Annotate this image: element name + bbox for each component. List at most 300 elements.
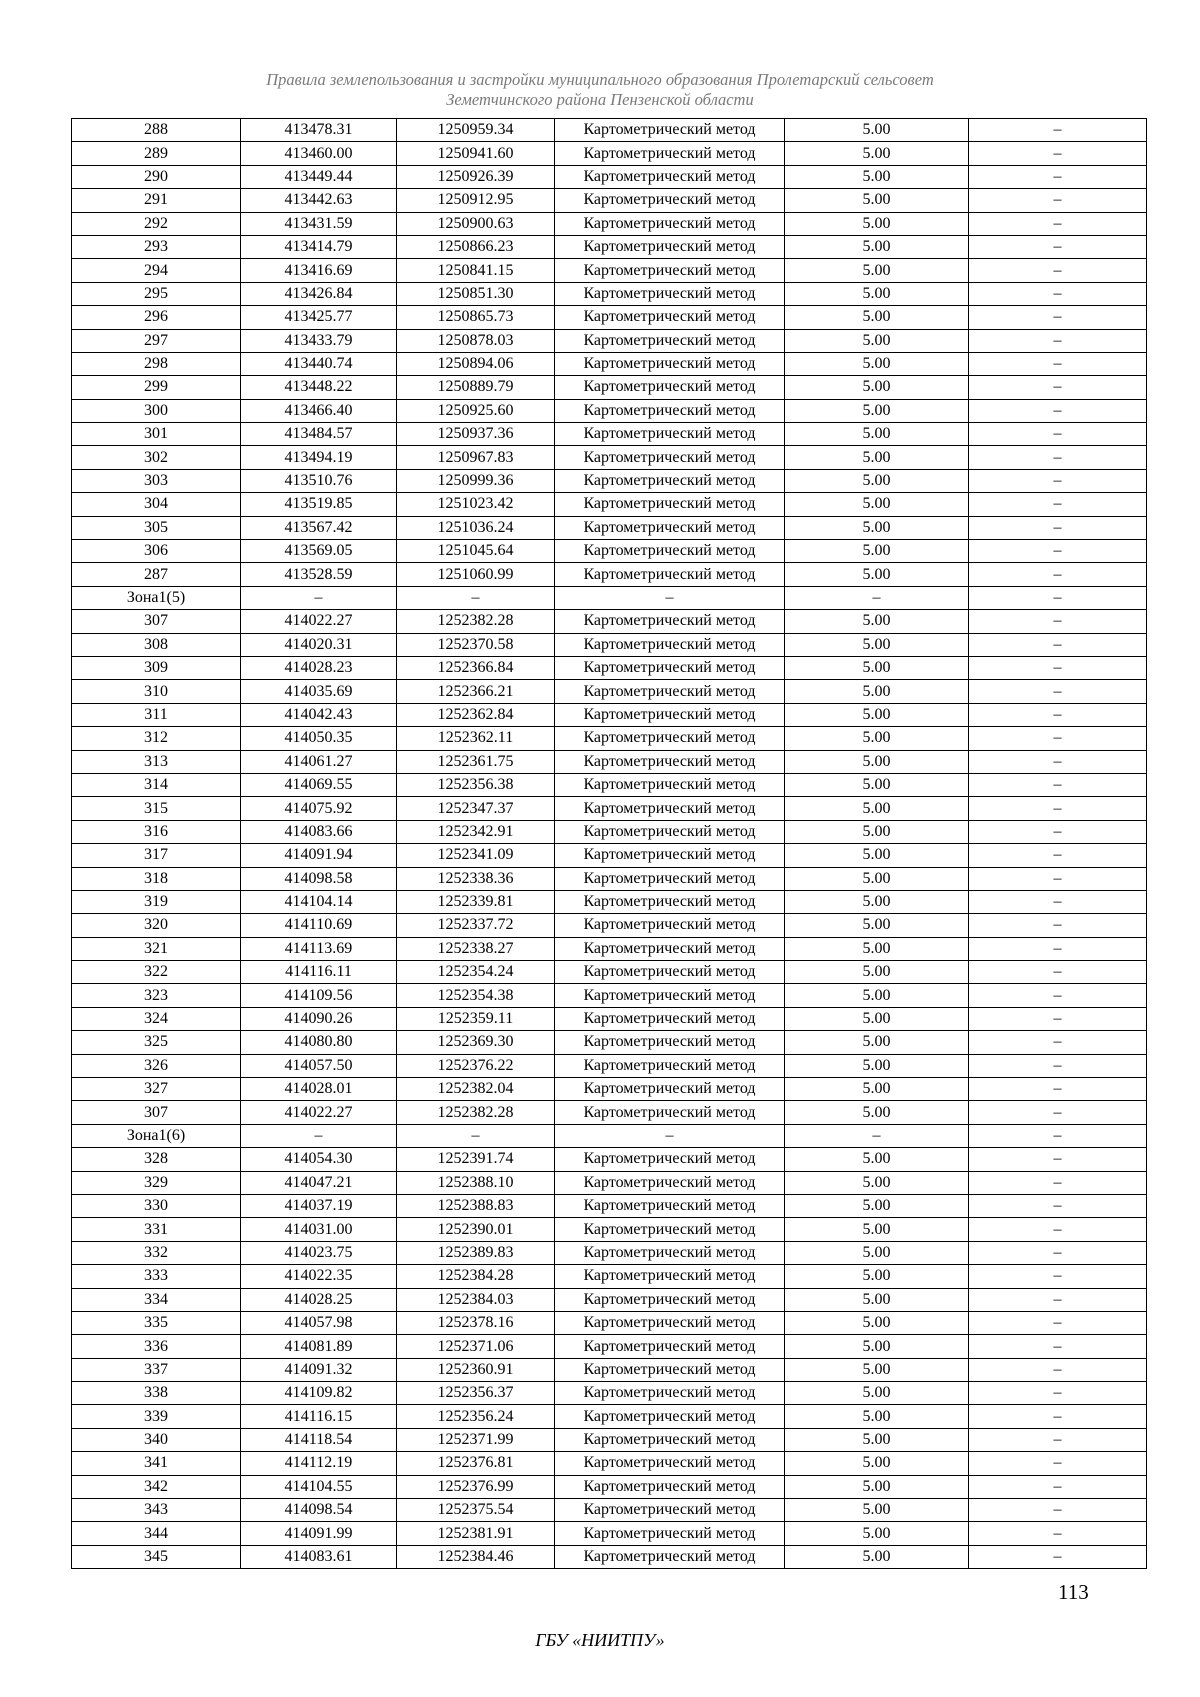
method-cell: Картометрический метод — [555, 1405, 785, 1428]
y-coordinate-cell: 1252375.54 — [397, 1499, 555, 1522]
table-row — [72, 1054, 1147, 1077]
y-coordinate-cell: 1250841.15 — [397, 259, 555, 282]
method-cell: Картометрический метод — [555, 1218, 785, 1241]
point-number-cell: 307 — [72, 1101, 241, 1124]
point-number-cell: 314 — [72, 773, 241, 796]
accuracy-cell: 5.00 — [785, 773, 969, 796]
point-number-cell: 327 — [72, 1078, 241, 1101]
method-cell: Картометрический метод — [555, 750, 785, 773]
table-row — [72, 610, 1147, 633]
method-cell: Картометрический метод — [555, 1335, 785, 1358]
table-row — [72, 797, 1147, 820]
method-cell: – — [555, 1124, 785, 1147]
point-number-cell: 298 — [72, 352, 241, 375]
table-row — [72, 844, 1147, 867]
y-coordinate-cell: 1252384.46 — [397, 1545, 555, 1568]
y-coordinate-cell: 1250894.06 — [397, 352, 555, 375]
description-cell: – — [969, 399, 1147, 422]
table-row — [72, 1194, 1147, 1217]
table-row — [72, 165, 1147, 188]
description-cell: – — [969, 750, 1147, 773]
y-coordinate-cell: 1252382.04 — [397, 1078, 555, 1101]
coordinates-table — [71, 118, 1147, 1569]
x-coordinate-cell: 413431.59 — [241, 212, 397, 235]
table-row — [72, 352, 1147, 375]
method-cell: Картометрический метод — [555, 423, 785, 446]
method-cell: Картометрический метод — [555, 493, 785, 516]
description-cell: – — [969, 423, 1147, 446]
method-cell: Картометрический метод — [555, 773, 785, 796]
description-cell: – — [969, 1335, 1147, 1358]
accuracy-cell: 5.00 — [785, 540, 969, 563]
page-header — [0, 70, 1200, 110]
y-coordinate-cell: 1252369.30 — [397, 1031, 555, 1054]
point-number-cell: 334 — [72, 1288, 241, 1311]
accuracy-cell: 5.00 — [785, 1078, 969, 1101]
point-number-cell: 342 — [72, 1475, 241, 1498]
description-cell: – — [969, 563, 1147, 586]
description-cell: – — [969, 306, 1147, 329]
y-coordinate-cell: 1252356.38 — [397, 773, 555, 796]
table-row — [72, 656, 1147, 679]
method-cell: – — [555, 586, 785, 609]
x-coordinate-cell: 414081.89 — [241, 1335, 397, 1358]
point-number-cell: 295 — [72, 282, 241, 305]
y-coordinate-cell: 1250937.36 — [397, 423, 555, 446]
method-cell: Картометрический метод — [555, 399, 785, 422]
method-cell: Картометрический метод — [555, 376, 785, 399]
point-number-cell: 311 — [72, 703, 241, 726]
accuracy-cell: 5.00 — [785, 727, 969, 750]
x-coordinate-cell: 414098.54 — [241, 1499, 397, 1522]
method-cell: Картометрический метод — [555, 352, 785, 375]
method-cell: Картометрический метод — [555, 212, 785, 235]
point-number-cell: 299 — [72, 376, 241, 399]
table-row — [72, 727, 1147, 750]
method-cell: Картометрический метод — [555, 914, 785, 937]
point-number-cell: 307 — [72, 610, 241, 633]
method-cell: Картометрический метод — [555, 656, 785, 679]
table-row — [72, 937, 1147, 960]
description-cell: – — [969, 516, 1147, 539]
accuracy-cell: 5.00 — [785, 656, 969, 679]
description-cell: – — [969, 376, 1147, 399]
y-coordinate-cell: 1251060.99 — [397, 563, 555, 586]
description-cell: – — [969, 1078, 1147, 1101]
table-row — [72, 540, 1147, 563]
point-number-cell: 302 — [72, 446, 241, 469]
description-cell: – — [969, 1194, 1147, 1217]
y-coordinate-cell: 1252362.11 — [397, 727, 555, 750]
method-cell: Картометрический метод — [555, 1452, 785, 1475]
point-number-cell: 291 — [72, 189, 241, 212]
method-cell: Картометрический метод — [555, 1545, 785, 1568]
description-cell: – — [969, 1475, 1147, 1498]
method-cell: Картометрический метод — [555, 1078, 785, 1101]
description-cell: – — [969, 1428, 1147, 1451]
description-cell: – — [969, 797, 1147, 820]
accuracy-cell: 5.00 — [785, 703, 969, 726]
method-cell: Картометрический метод — [555, 329, 785, 352]
point-number-cell: 306 — [72, 540, 241, 563]
table-row — [72, 469, 1147, 492]
table-row — [72, 1358, 1147, 1381]
table-row — [72, 1311, 1147, 1334]
point-number-cell: 330 — [72, 1194, 241, 1217]
point-number-cell: 332 — [72, 1241, 241, 1264]
x-coordinate-cell: 414022.27 — [241, 610, 397, 633]
table-row — [72, 563, 1147, 586]
accuracy-cell: 5.00 — [785, 1054, 969, 1077]
method-cell: Картометрический метод — [555, 680, 785, 703]
accuracy-cell: 5.00 — [785, 1194, 969, 1217]
description-cell: – — [969, 961, 1147, 984]
method-cell: Картометрический метод — [555, 1499, 785, 1522]
y-coordinate-cell: 1252390.01 — [397, 1218, 555, 1241]
description-cell: – — [969, 1241, 1147, 1264]
x-coordinate-cell: 414083.66 — [241, 820, 397, 843]
x-coordinate-cell: 414031.00 — [241, 1218, 397, 1241]
point-number-cell: 309 — [72, 656, 241, 679]
point-number-cell: 315 — [72, 797, 241, 820]
table-row — [72, 680, 1147, 703]
y-coordinate-cell: 1250878.03 — [397, 329, 555, 352]
method-cell: Картометрический метод — [555, 633, 785, 656]
x-coordinate-cell: – — [241, 586, 397, 609]
table-row — [72, 259, 1147, 282]
method-cell: Картометрический метод — [555, 610, 785, 633]
description-cell: – — [969, 1007, 1147, 1030]
table-row — [72, 1545, 1147, 1568]
accuracy-cell: 5.00 — [785, 189, 969, 212]
accuracy-cell: 5.00 — [785, 984, 969, 1007]
y-coordinate-cell: 1252339.81 — [397, 890, 555, 913]
y-coordinate-cell: 1250999.36 — [397, 469, 555, 492]
table-row — [72, 984, 1147, 1007]
point-number-cell: 344 — [72, 1522, 241, 1545]
accuracy-cell: 5.00 — [785, 493, 969, 516]
y-coordinate-cell: 1252361.75 — [397, 750, 555, 773]
description-cell: – — [969, 1311, 1147, 1334]
table-row — [72, 282, 1147, 305]
x-coordinate-cell: 413433.79 — [241, 329, 397, 352]
x-coordinate-cell: 414047.21 — [241, 1171, 397, 1194]
accuracy-cell: 5.00 — [785, 399, 969, 422]
y-coordinate-cell: 1252338.36 — [397, 867, 555, 890]
method-cell: Картометрический метод — [555, 259, 785, 282]
method-cell: Картометрический метод — [555, 1382, 785, 1405]
table-row — [72, 1148, 1147, 1171]
point-number-cell: 333 — [72, 1265, 241, 1288]
accuracy-cell: 5.00 — [785, 1171, 969, 1194]
x-coordinate-cell: 413426.84 — [241, 282, 397, 305]
accuracy-cell: 5.00 — [785, 352, 969, 375]
method-cell: Картометрический метод — [555, 1475, 785, 1498]
table-row — [72, 1382, 1147, 1405]
point-number-cell: 318 — [72, 867, 241, 890]
x-coordinate-cell: 414075.92 — [241, 797, 397, 820]
table-row — [72, 914, 1147, 937]
x-coordinate-cell: 414069.55 — [241, 773, 397, 796]
accuracy-cell: 5.00 — [785, 1288, 969, 1311]
accuracy-cell: 5.00 — [785, 282, 969, 305]
page-footer: ГБУ «НИИТПУ» — [535, 1630, 665, 1650]
accuracy-cell: 5.00 — [785, 914, 969, 937]
y-coordinate-cell: 1252359.11 — [397, 1007, 555, 1030]
x-coordinate-cell: 413510.76 — [241, 469, 397, 492]
accuracy-cell: 5.00 — [785, 1265, 969, 1288]
accuracy-cell: 5.00 — [785, 329, 969, 352]
method-cell: Картометрический метод — [555, 563, 785, 586]
x-coordinate-cell: 414109.56 — [241, 984, 397, 1007]
y-coordinate-cell: 1252384.28 — [397, 1265, 555, 1288]
method-cell: Картометрический метод — [555, 235, 785, 258]
accuracy-cell: 5.00 — [785, 1522, 969, 1545]
point-number-cell: 288 — [72, 119, 241, 142]
point-number-cell: 304 — [72, 493, 241, 516]
header-line-1: Правила землепользования и застройки муниципального образования Пролетарский сельсовет — [266, 70, 934, 89]
description-cell: – — [969, 1452, 1147, 1475]
description-cell: – — [969, 1031, 1147, 1054]
table-row — [72, 890, 1147, 913]
y-coordinate-cell: 1250865.73 — [397, 306, 555, 329]
y-coordinate-cell: 1252342.91 — [397, 820, 555, 843]
point-number-cell: 313 — [72, 750, 241, 773]
table-row — [72, 1101, 1147, 1124]
x-coordinate-cell: 413416.69 — [241, 259, 397, 282]
accuracy-cell: 5.00 — [785, 165, 969, 188]
table-row — [72, 446, 1147, 469]
x-coordinate-cell: 413449.44 — [241, 165, 397, 188]
method-cell: Картометрический метод — [555, 306, 785, 329]
method-cell: Картометрический метод — [555, 1265, 785, 1288]
point-number-cell: Зона1(6) — [72, 1124, 241, 1147]
y-coordinate-cell: 1252388.83 — [397, 1194, 555, 1217]
x-coordinate-cell: 413414.79 — [241, 235, 397, 258]
point-number-cell: 289 — [72, 142, 241, 165]
y-coordinate-cell: 1252384.03 — [397, 1288, 555, 1311]
x-coordinate-cell: 414098.58 — [241, 867, 397, 890]
x-coordinate-cell: 414080.80 — [241, 1031, 397, 1054]
y-coordinate-cell: 1252362.84 — [397, 703, 555, 726]
coordinates-table-body — [72, 119, 1147, 1569]
accuracy-cell: 5.00 — [785, 376, 969, 399]
y-coordinate-cell: 1252382.28 — [397, 1101, 555, 1124]
description-cell: – — [969, 1499, 1147, 1522]
point-number-cell: 340 — [72, 1428, 241, 1451]
method-cell: Картометрический метод — [555, 1428, 785, 1451]
method-cell: Картометрический метод — [555, 937, 785, 960]
point-number-cell: 343 — [72, 1499, 241, 1522]
point-number-cell: 322 — [72, 961, 241, 984]
description-cell: – — [969, 844, 1147, 867]
y-coordinate-cell: 1252360.91 — [397, 1358, 555, 1381]
accuracy-cell: 5.00 — [785, 1499, 969, 1522]
description-cell: – — [969, 1522, 1147, 1545]
description-cell: – — [969, 352, 1147, 375]
accuracy-cell: 5.00 — [785, 1475, 969, 1498]
table-row — [72, 1031, 1147, 1054]
x-coordinate-cell: 414035.69 — [241, 680, 397, 703]
y-coordinate-cell: 1252376.22 — [397, 1054, 555, 1077]
description-cell: – — [969, 446, 1147, 469]
table-row — [72, 516, 1147, 539]
accuracy-cell: 5.00 — [785, 820, 969, 843]
y-coordinate-cell: 1250900.63 — [397, 212, 555, 235]
x-coordinate-cell: 414091.99 — [241, 1522, 397, 1545]
x-coordinate-cell: 414057.50 — [241, 1054, 397, 1077]
x-coordinate-cell: 413478.31 — [241, 119, 397, 142]
x-coordinate-cell: 414112.19 — [241, 1452, 397, 1475]
description-cell: – — [969, 1171, 1147, 1194]
x-coordinate-cell: 414091.32 — [241, 1358, 397, 1381]
description-cell: – — [969, 235, 1147, 258]
x-coordinate-cell: 413494.19 — [241, 446, 397, 469]
table-row — [72, 750, 1147, 773]
table-row — [72, 1499, 1147, 1522]
x-coordinate-cell: 414061.27 — [241, 750, 397, 773]
x-coordinate-cell: 414023.75 — [241, 1241, 397, 1264]
y-coordinate-cell: 1252366.84 — [397, 656, 555, 679]
description-cell: – — [969, 259, 1147, 282]
x-coordinate-cell: 414037.19 — [241, 1194, 397, 1217]
table-row — [72, 306, 1147, 329]
description-cell: – — [969, 773, 1147, 796]
accuracy-cell: 5.00 — [785, 1031, 969, 1054]
accuracy-cell: 5.00 — [785, 142, 969, 165]
point-number-cell: 331 — [72, 1218, 241, 1241]
table-row — [72, 1171, 1147, 1194]
x-coordinate-cell: 414022.27 — [241, 1101, 397, 1124]
x-coordinate-cell: 414104.14 — [241, 890, 397, 913]
x-coordinate-cell: 414020.31 — [241, 633, 397, 656]
y-coordinate-cell: 1252366.21 — [397, 680, 555, 703]
y-coordinate-cell: 1252354.24 — [397, 961, 555, 984]
method-cell: Картометрический метод — [555, 142, 785, 165]
accuracy-cell: 5.00 — [785, 423, 969, 446]
accuracy-cell: 5.00 — [785, 563, 969, 586]
description-cell: – — [969, 890, 1147, 913]
table-row — [72, 423, 1147, 446]
method-cell: Картометрический метод — [555, 516, 785, 539]
point-number-cell: 294 — [72, 259, 241, 282]
x-coordinate-cell: 414113.69 — [241, 937, 397, 960]
accuracy-cell: 5.00 — [785, 1241, 969, 1264]
y-coordinate-cell: 1252356.37 — [397, 1382, 555, 1405]
y-coordinate-cell: 1252338.27 — [397, 937, 555, 960]
accuracy-cell: – — [785, 1124, 969, 1147]
table-row — [72, 1078, 1147, 1101]
method-cell: Картометрический метод — [555, 1358, 785, 1381]
y-coordinate-cell: 1250967.83 — [397, 446, 555, 469]
point-number-cell: 312 — [72, 727, 241, 750]
x-coordinate-cell: 413567.42 — [241, 516, 397, 539]
x-coordinate-cell: 413460.00 — [241, 142, 397, 165]
table-row — [72, 329, 1147, 352]
point-number-cell: 325 — [72, 1031, 241, 1054]
x-coordinate-cell: 414028.23 — [241, 656, 397, 679]
method-cell: Картометрический метод — [555, 446, 785, 469]
x-coordinate-cell: 413425.77 — [241, 306, 397, 329]
description-cell: – — [969, 984, 1147, 1007]
y-coordinate-cell: 1250889.79 — [397, 376, 555, 399]
method-cell: Картометрический метод — [555, 189, 785, 212]
method-cell: Картометрический метод — [555, 1148, 785, 1171]
description-cell: – — [969, 820, 1147, 843]
accuracy-cell: 5.00 — [785, 1007, 969, 1030]
point-number-cell: 324 — [72, 1007, 241, 1030]
accuracy-cell: 5.00 — [785, 516, 969, 539]
y-coordinate-cell: 1250941.60 — [397, 142, 555, 165]
table-row — [72, 867, 1147, 890]
x-coordinate-cell: 413440.74 — [241, 352, 397, 375]
y-coordinate-cell: 1252337.72 — [397, 914, 555, 937]
method-cell: Картометрический метод — [555, 540, 785, 563]
table-row — [72, 703, 1147, 726]
method-cell: Картометрический метод — [555, 961, 785, 984]
point-number-cell: Зона1(5) — [72, 586, 241, 609]
accuracy-cell: 5.00 — [785, 1452, 969, 1475]
method-cell: Картометрический метод — [555, 727, 785, 750]
accuracy-cell: 5.00 — [785, 1101, 969, 1124]
method-cell: Картометрический метод — [555, 1241, 785, 1264]
point-number-cell: 335 — [72, 1311, 241, 1334]
y-coordinate-cell: 1250925.60 — [397, 399, 555, 422]
point-number-cell: 341 — [72, 1452, 241, 1475]
x-coordinate-cell: 414042.43 — [241, 703, 397, 726]
accuracy-cell: 5.00 — [785, 212, 969, 235]
description-cell: – — [969, 1358, 1147, 1381]
y-coordinate-cell: 1252388.10 — [397, 1171, 555, 1194]
accuracy-cell: 5.00 — [785, 259, 969, 282]
y-coordinate-cell: 1252371.99 — [397, 1428, 555, 1451]
description-cell: – — [969, 656, 1147, 679]
y-coordinate-cell: 1250912.95 — [397, 189, 555, 212]
description-cell: – — [969, 703, 1147, 726]
y-coordinate-cell: 1252376.99 — [397, 1475, 555, 1498]
description-cell: – — [969, 212, 1147, 235]
table-row — [72, 1218, 1147, 1241]
x-coordinate-cell: 413528.59 — [241, 563, 397, 586]
point-number-cell: 336 — [72, 1335, 241, 1358]
method-cell: Картометрический метод — [555, 1288, 785, 1311]
header-line-2: Земетчинского района Пензенской области — [446, 90, 754, 109]
description-cell: – — [969, 1124, 1147, 1147]
y-coordinate-cell: 1252356.24 — [397, 1405, 555, 1428]
zone-row — [72, 1124, 1147, 1147]
x-coordinate-cell: 414083.61 — [241, 1545, 397, 1568]
accuracy-cell: 5.00 — [785, 961, 969, 984]
accuracy-cell: – — [785, 586, 969, 609]
accuracy-cell: 5.00 — [785, 119, 969, 142]
table-row — [72, 235, 1147, 258]
accuracy-cell: 5.00 — [785, 306, 969, 329]
table-row — [72, 1475, 1147, 1498]
point-number-cell: 292 — [72, 212, 241, 235]
y-coordinate-cell: 1252370.58 — [397, 633, 555, 656]
y-coordinate-cell: 1250851.30 — [397, 282, 555, 305]
page-number: 113 — [1058, 1580, 1089, 1604]
description-cell: – — [969, 586, 1147, 609]
description-cell: – — [969, 119, 1147, 142]
y-coordinate-cell: 1252376.81 — [397, 1452, 555, 1475]
accuracy-cell: 5.00 — [785, 1545, 969, 1568]
y-coordinate-cell: 1252341.09 — [397, 844, 555, 867]
x-coordinate-cell: 414057.98 — [241, 1311, 397, 1334]
description-cell: – — [969, 867, 1147, 890]
method-cell: Картометрический метод — [555, 1007, 785, 1030]
method-cell: Картометрический метод — [555, 282, 785, 305]
